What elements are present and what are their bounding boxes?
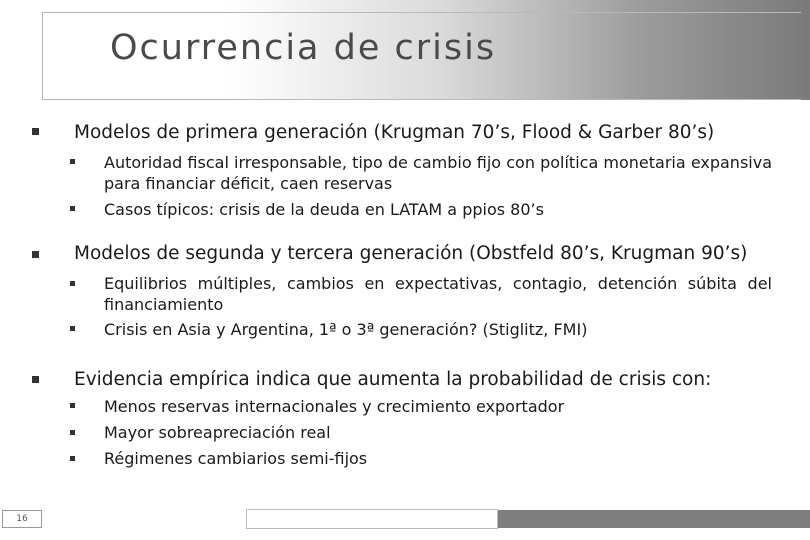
page-number: 16: [2, 510, 42, 528]
footer-bar: [498, 510, 810, 528]
bullet-1-sub-1: Autoridad fiscal irresponsable, tipo de cambio fijo con política monetaria expansiva para financiar déficit, caen reservas: [104, 153, 772, 193]
bullet-marker: [32, 376, 39, 383]
footer-box: [246, 509, 498, 529]
sub-bullet-marker: [70, 326, 75, 331]
sub-bullet-marker: [70, 206, 75, 211]
slide-title: Ocurrencia de crisis: [110, 28, 497, 68]
sub-bullet-marker: [70, 403, 75, 408]
sub-bullet-marker: [70, 159, 75, 164]
bullet-1-text: Modelos de primera generación (Krugman 70’s, Flood & Garber 80’s): [74, 122, 715, 143]
bullet-marker: [32, 251, 39, 258]
sub-bullet-marker: [70, 430, 75, 435]
bullet-3-text: Evidencia empírica indica que aumenta la probabilidad de crisis con:: [74, 369, 712, 390]
bullet-2-sub-2: Crisis en Asia y Argentina, 1ª o 3ª generación? (Stiglitz, FMI): [104, 320, 588, 339]
bullet-3-sub-3: Régimenes cambiarios semi-fijos: [104, 449, 368, 468]
bullet-2-text: Modelos de segunda y tercera generación (Obstfeld 80’s, Krugman 90’s): [74, 243, 748, 264]
bullet-3-sub-2: Mayor sobreapreciación real: [104, 423, 331, 442]
sub-bullet-marker: [70, 281, 75, 286]
sub-bullet-marker: [70, 456, 75, 461]
bullet-1-sub-2: Casos típicos: crisis de la deuda en LATAM a ppios 80’s: [104, 200, 544, 219]
bullet-3-sub-1: Menos reservas internacionales y crecimiento exportador: [104, 397, 565, 416]
bullet-marker: [32, 128, 39, 135]
bullet-2-sub-1: Equilibrios múltiples, cambios en expectativas, contagio, detención súbita del financiamiento: [104, 274, 772, 314]
